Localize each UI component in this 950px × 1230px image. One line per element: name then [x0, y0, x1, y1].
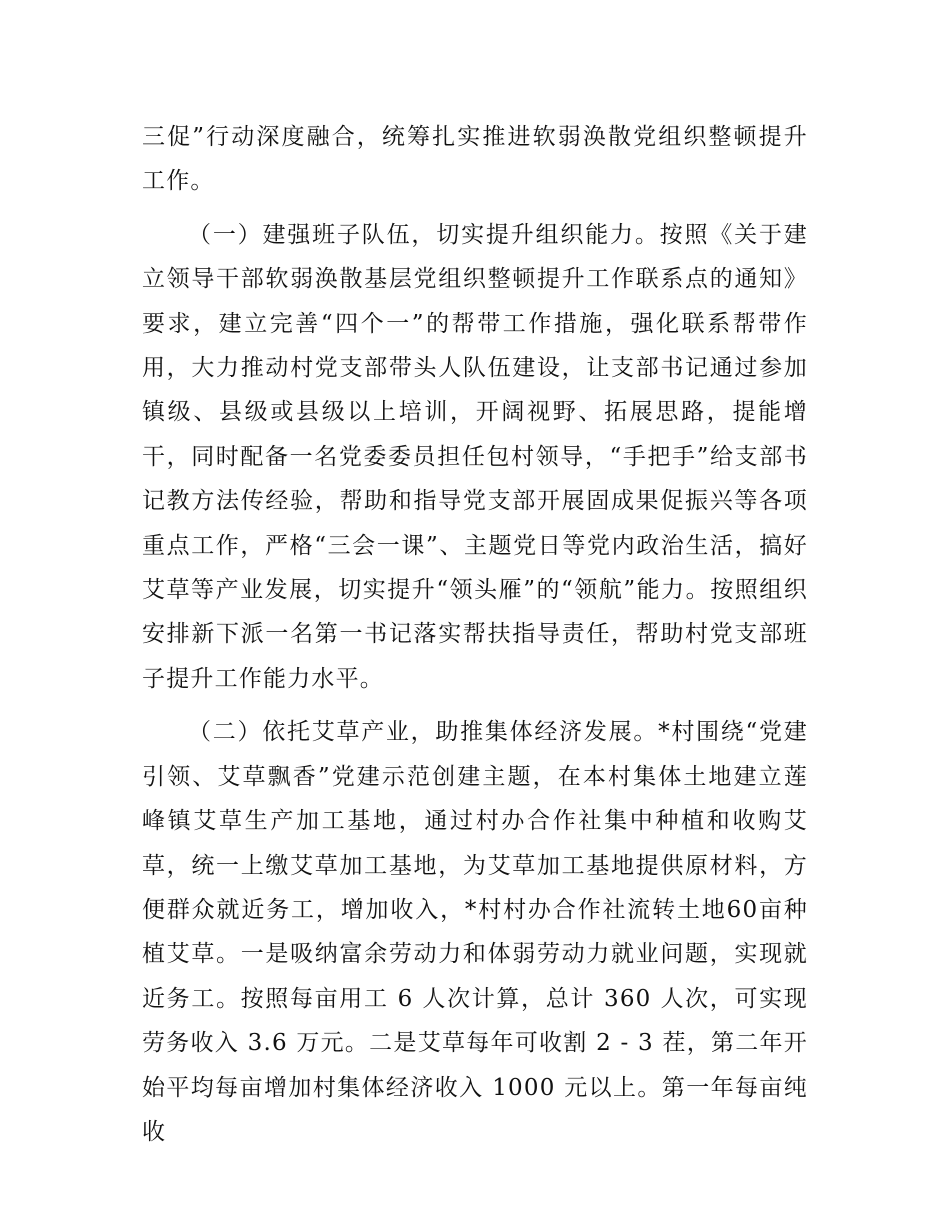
paragraph-section-two: （二）依托艾草产业，助推集体经济发展。*村围绕“党建引领、艾草飘香”党建示范创建主题，在本村集体土地建立莲峰镇艾草生产加工基地，通过村办合作社集中种植和收购艾草，统一上缴艾草加工基地，为艾草加工基地提供原材料，方便群众就近务工，增加收入，*村村办合作社流转土地60亩种植艾草。一是吸纳富余劳动力和体弱劳动力就业问题，实现就近务工。按照每亩用工 6 人次计算，总计 360 人次，可实现劳务收入 3.6 万元。二是艾草每年可收割 2 - 3 茬，第二年开始平均每亩增加村集体经济收入 1000 元以上。第一年每亩纯收 — [142, 719, 808, 1145]
paragraph-section-one: （一）建强班子队伍，切实提升组织能力。按照《关于建立领导干部软弱涣散基层党组织整顿提升工作联系点的通知》要求，建立完善“四个一”的帮带工作措施，强化联系帮带作用，大力推动村党支部带头人队伍建设，让支部书记通过参加镇级、县级或县级以上培训，开阔视野、拓展思路，提能增干，同时配备一名党委委员担任包村领导，“手把手”给支部书记教方法传经验，帮助和指导党支部开展固成果促振兴等各项重点工作，严格“三会一课”、主题党日等党内政治生活，搞好艾草等产业发展，切实提升“领头雁”的“领航”能力。按照组织安排新下派一名第一书记落实帮扶指导责任，帮助村党支部班子提升工作能力水平。 — [142, 221, 808, 692]
document-body — [142, 115, 808, 1154]
paragraph-continuation: 三促”行动深度融合，统筹扎实推进软弱涣散党组织整顿提升工作。 — [142, 124, 808, 195]
